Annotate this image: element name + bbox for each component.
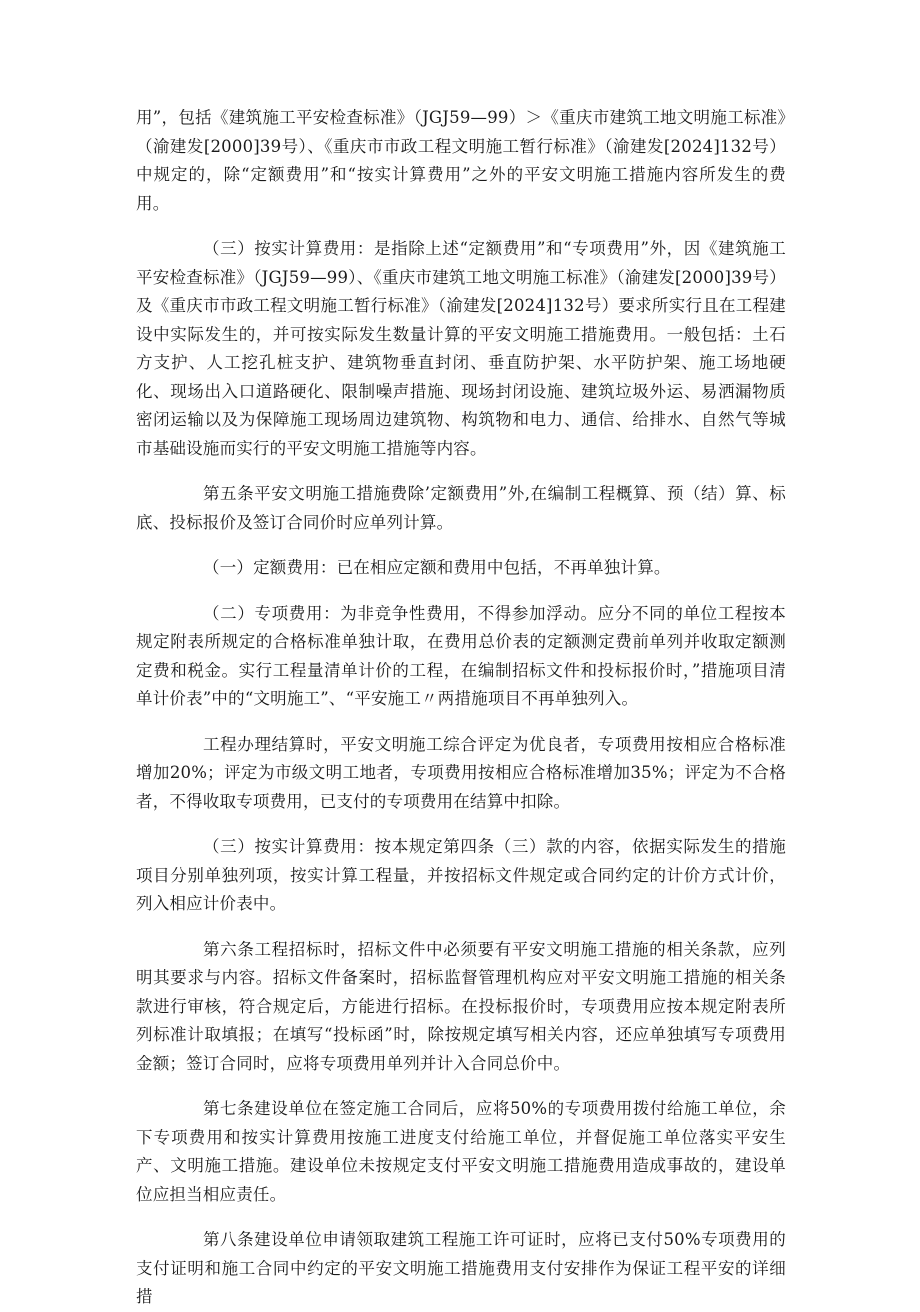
paragraph-article-7: 第七条建设单位在签定施工合同后，应将50%的专项费用拨付给施工单位，余下专项费用和按实计算费用按施工进度支付给施工单位，并督促施工单位落实平安生产、文明施工措施。建设单位未按规定支付平安文明施工措施费用造成事故的，建设单位应担当相应责任。: [136, 1099, 786, 1204]
paragraph-settlement: 工程办理结算时，平安文明施工综合评定为优良者，专项费用按相应合格标准增加20%；评定为市级文明工地者，专项费用按相应合格标准增加35%；评定为不合格者，不得收取专项费用，已支付的专项费用在结算中扣除。: [136, 734, 786, 811]
paragraph-actual-cost: （三）按实计算费用：按本规定第四条（三）款的内容，依据实际发生的措施项目分别单独列项，按实计算工程量，并按招标文件规定或合同约定的计价方式计价，列入相应计价表中。: [136, 837, 786, 913]
paragraph-article-5: 第五条平安文明施工措施费除’定额费用”外,在编制工程概算、预（结）算、标底、投标报价及签订合同价时应单列计算。: [136, 484, 786, 532]
paragraph-special-fee: （二）专项费用：为非竞争性费用，不得参加浮动。应分不同的单位工程按本规定附表所规定的合格标准单独计取，在费用总价表的定额测定费前单列并收取定额测定费和税金。实行工程量清单计价的工程，在编制招标文件和投标报价时，”措施项目清单计价表”中的“文明施工”、“平安施工〃两措施项目不再单独列入。: [136, 603, 786, 708]
document-body: [136, 104, 786, 1312]
paragraph-article-6: 第六条工程招标时，招标文件中必须要有平安文明施工措施的相关条款，应列明其要求与内容。招标文件备案时，招标监督管理机构应对平安文明施工措施的相关条款进行审核，符合规定后，方能进行招标。在投标报价时，专项费用应按本规定附表所列标准计取填报；在填写“投标函”时，除按规定填写相关内容，还应单独填写专项费用金额；签订合同时，应将专项费用单列并计入合同总价中。: [136, 939, 786, 1073]
paragraph-actual-cost-definition: （三）按实计算费用：是指除上述“定额费用”和“专项费用”外，因《建筑施工平安检查标准》（JGJ59—99）、《重庆市建筑工地文明施工标准》（渝建发[2000]39号）及《重庆市市政工程文明施工暂行标准》（渝建发[2024]132号）要求所实行且在工程建设中实际发生的，并可按实际发生数量计算的平安文明施工措施费用。一般包括：土石方支护、人工挖孔桩支护、建筑物垂直封闭、垂直防护架、水平防护架、施工场地硬化、现场出入口道路硬化、限制噪声措施、现场封闭设施、建筑垃圾外运、易洒漏物质密闭运输以及为保障施工现场周边建筑物、构筑物和电力、通信、给排水、自然气等城市基础设施而实行的平安文明施工措施等内容。: [136, 239, 786, 458]
paragraph-article-8: 第八条建设单位申请领取建筑工程施工许可证时，应将已支付50%专项费用的支付证明和施工合同中约定的平安文明施工措施费用支付安排作为保证工程平安的详细措: [136, 1230, 786, 1306]
paragraph-special-fee-continued: 用”，包括《建筑施工平安检查标准》（JGJ59—99）＞《重庆市建筑工地文明施工标准》（渝建发[2000]39号）、《重庆市市政工程文明施工暂行标准》（渝建发[2024]132号）中规定的，除“定额费用”和“按实计算费用”之外的平安文明施工措施内容所发生的费用。: [136, 108, 786, 213]
paragraph-quota-fee: （一）定额费用：已在相应定额和费用中包括，不再单独计算。: [203, 558, 671, 577]
